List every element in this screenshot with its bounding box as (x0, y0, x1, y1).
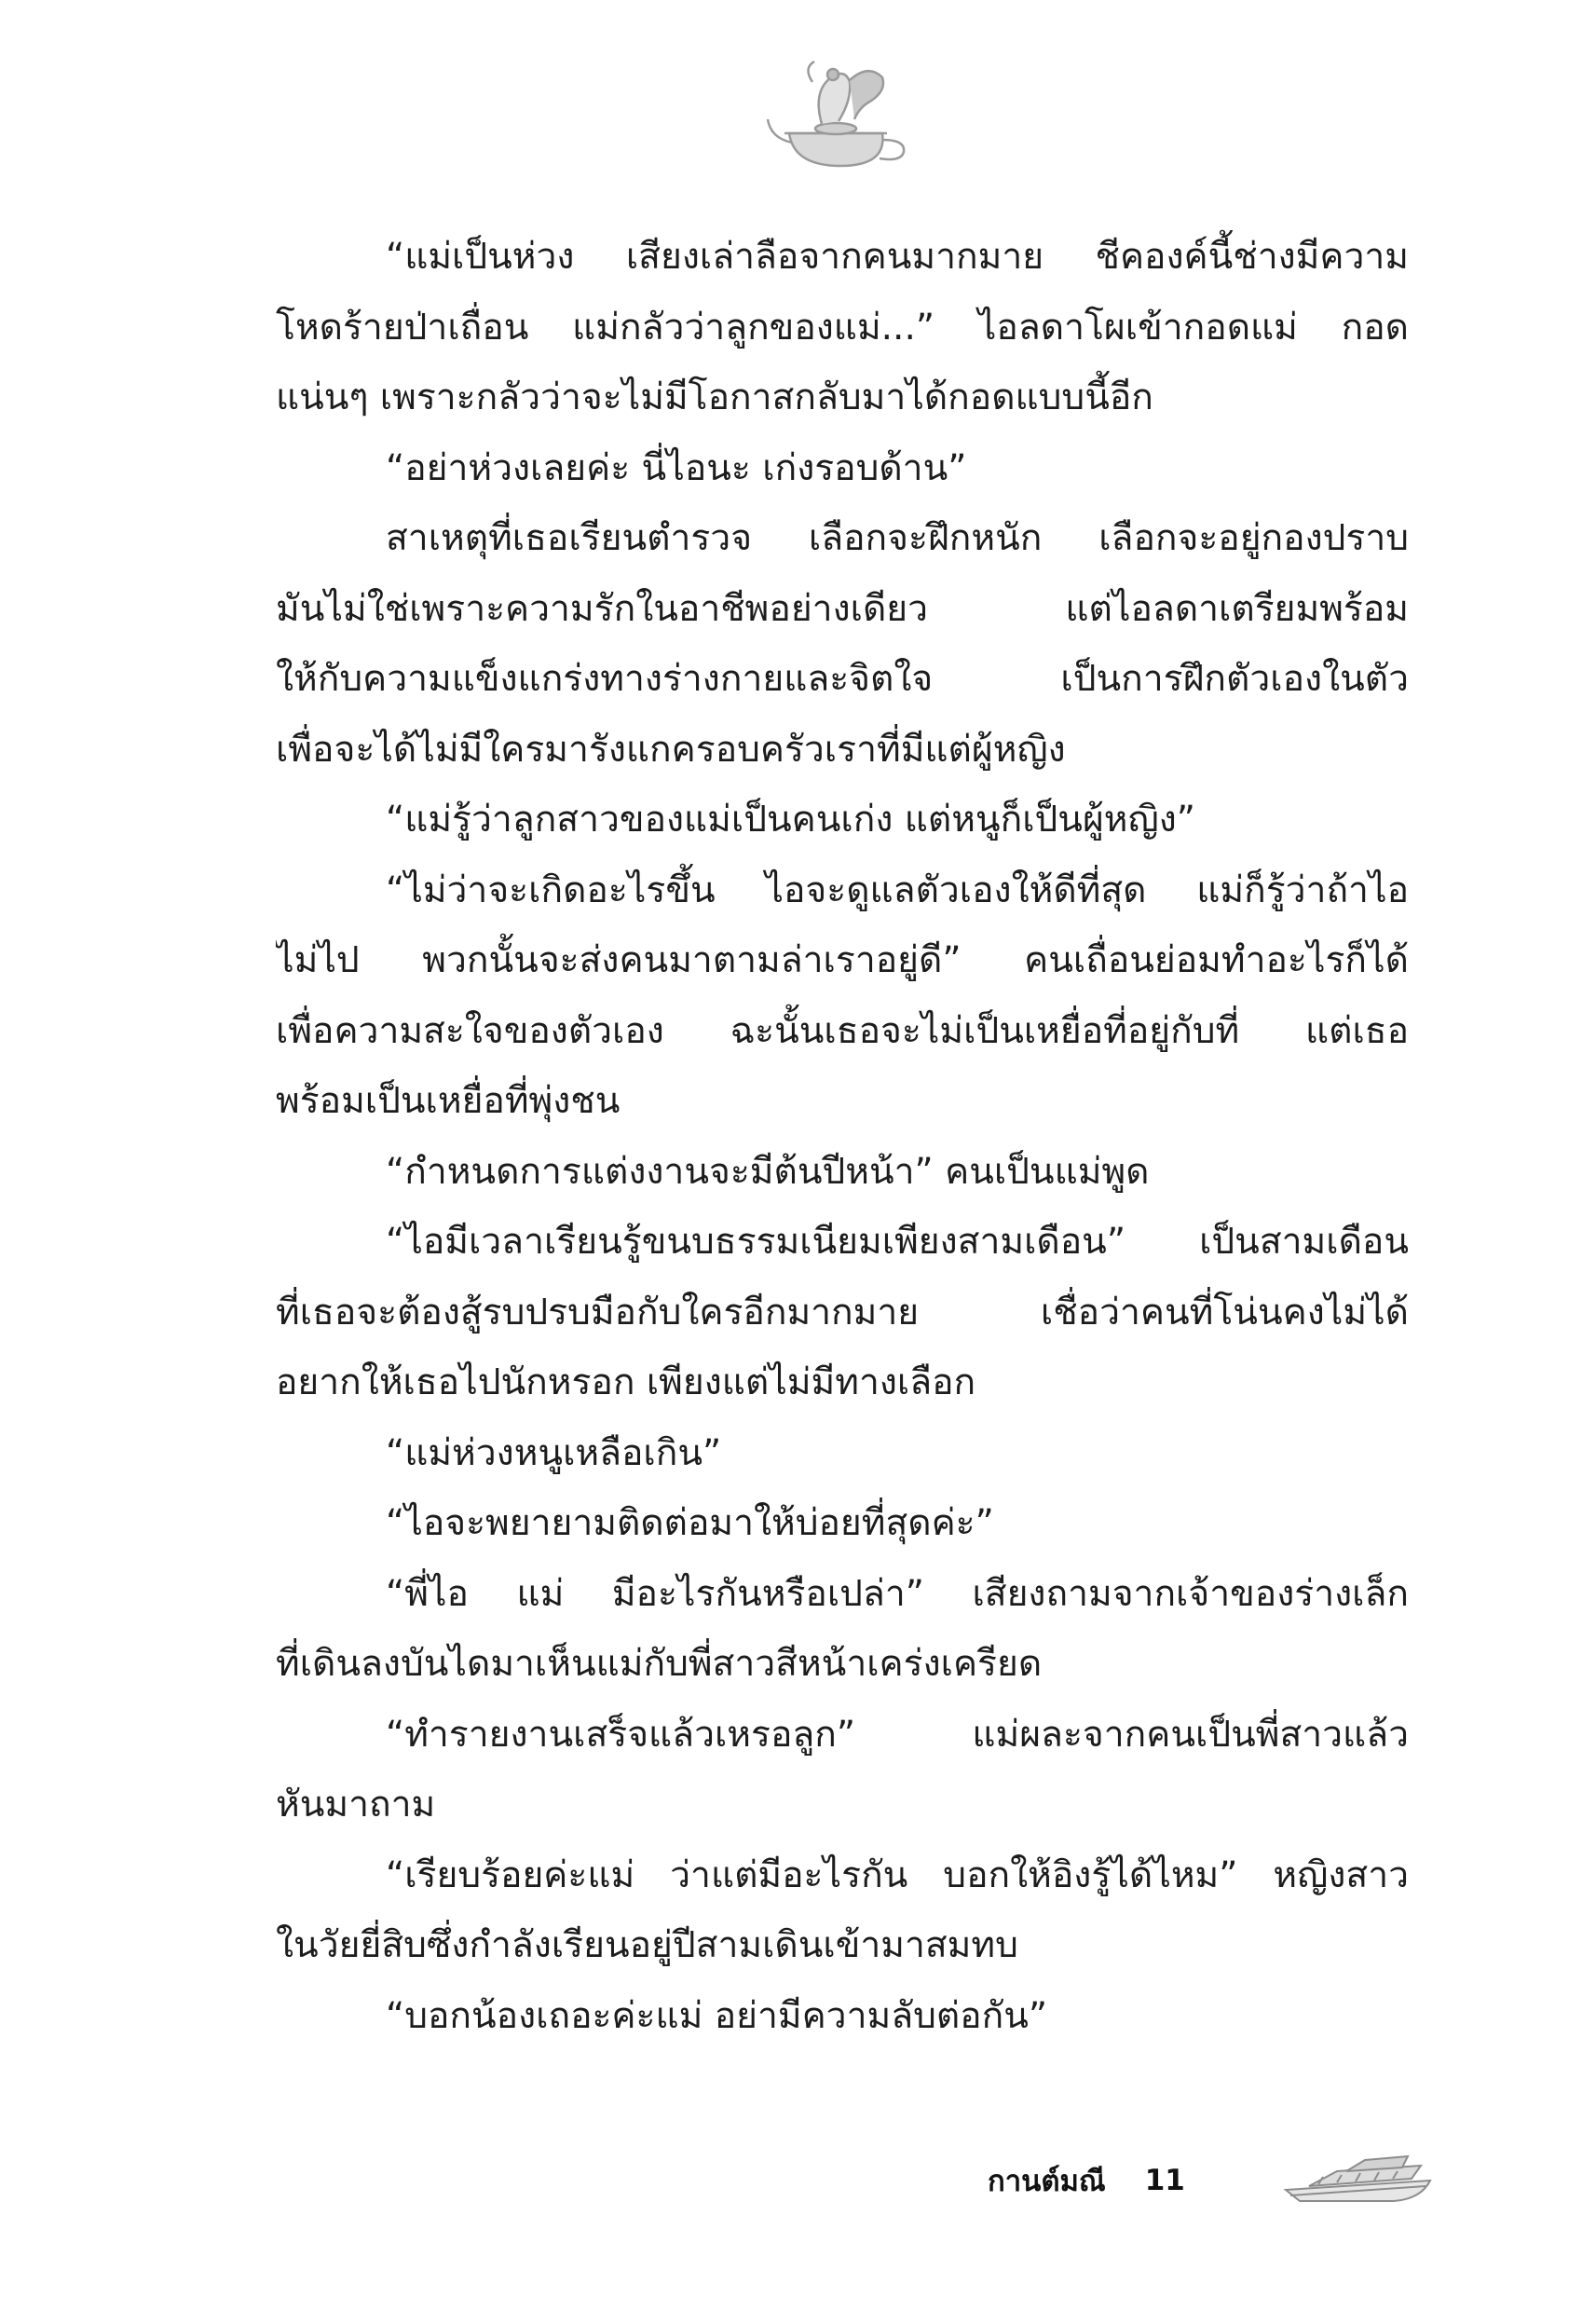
text-line: “กำหนดการแต่งงานจะมีต้นปีหน้า” คนเป็นแม่พูด (386, 1150, 1150, 1193)
text-line: “อย่าห่วงเลยค่ะ นี่ไอนะ เก่งรอบด้าน” (386, 446, 967, 489)
text-line: “ไม่ว่าจะเกิดอะไรขึ้น ไอจะดูแลตัวเองให้ดีที่สุด แม่ก็รู้ว่าถ้าไอ (386, 868, 1409, 911)
text-line: ไม่ไป พวกนั้นจะส่งคนมาตามล่าเราอยู่ดี” คนเถื่อนย่อมทำอะไรก็ได้ (276, 939, 1409, 981)
text-line: “ไอจะพยายามติดต่อมาให้บ่อยที่สุดค่ะ” (386, 1502, 994, 1544)
page-number: 11 (1144, 2164, 1185, 2197)
text-line: อยากให้เธอไปนักหรอก เพียงแต่ไม่มีทางเลือก (276, 1361, 976, 1403)
text-line: “แม่ห่วงหนูเหลือเกิน” (386, 1431, 722, 1474)
page-footer (988, 2153, 1185, 2208)
text-line: ให้กับความแข็งแกร่งทางร่างกายและจิตใจ เป็นการฝึกตัวเองในตัว (276, 658, 1409, 700)
text-line: พร้อมเป็นเหยื่อที่พุ่งชน (276, 1080, 621, 1122)
text-line: เพื่อความสะใจของตัวเอง ฉะนั้นเธอจะไม่เป็นเหยื่อที่อยู่กับที่ แต่เธอ (276, 1009, 1409, 1052)
teapot-emblem-icon (757, 54, 915, 175)
text-line: “พี่ไอ แม่ มีอะไรกันหรือเปล่า” เสียงถามจากเจ้าของร่างเล็ก (386, 1572, 1409, 1615)
text-line: ที่เธอจะต้องสู้รบปรบมือกับใครอีกมากมาย เชื่อว่าคนที่โน่นคงไม่ได้ (276, 1291, 1409, 1333)
text-line: “แม่เป็นห่วง เสียงเล่าลือจากคนมากมาย ชีคองค์นี้ช่างมีความ (386, 236, 1409, 278)
text-line: “ไอมีเวลาเรียนรู้ขนบธรรมเนียมเพียงสามเดือน” เป็นสามเดือน (386, 1221, 1409, 1263)
text-line: “เรียบร้อยค่ะแม่ ว่าแต่มีอะไรกัน บอกให้อิงรู้ได้ไหม” หญิงสาว (386, 1853, 1409, 1896)
text-line: โหดร้ายป่าเถื่อน แม่กลัวว่าลูกของแม่...” ไอลดาโผเข้ากอดแม่ กอด (276, 306, 1409, 349)
cruise-ship-icon (1281, 2143, 1439, 2208)
text-line: “บอกน้องเถอะค่ะแม่ อย่ามีความลับต่อกัน” (386, 1994, 1048, 2037)
text-line: “ทำรายงานเสร็จแล้วเหรอลูก” แม่ผละจากคนเป็นพี่สาวแล้ว (386, 1713, 1409, 1756)
text-line: ในวัยยี่สิบซึ่งกำลังเรียนอยู่ปีสามเดินเข้ามาสมทบ (276, 1924, 1018, 1966)
text-line: ที่เดินลงบันไดมาเห็นแม่กับพี่สาวสีหน้าเคร่งเครียด (276, 1643, 1043, 1685)
book-title: กานต์มณี (988, 2165, 1106, 2198)
text-line: แน่นๆ เพราะกลัวว่าจะไม่มีโอกาสกลับมาได้กอดแบบนี้อีก (276, 376, 1153, 418)
text-line: เพื่อจะได้ไม่มีใครมารังแกครอบครัวเราที่มีแต่ผู้หญิง (276, 728, 1066, 771)
text-line: มันไม่ใช่เพราะความรักในอาชีพอย่างเดียว แต่ไอลดาเตรียมพร้อม (276, 587, 1409, 630)
text-line: สาเหตุที่เธอเรียนตำรวจ เลือกจะฝึกหนัก เลือกจะอยู่กองปราบ (386, 517, 1409, 559)
body-text (276, 222, 1409, 2051)
text-line: หันมาถาม (276, 1784, 436, 1826)
text-line: “แม่รู้ว่าลูกสาวของแม่เป็นคนเก่ง แต่หนูก็เป็นผู้หญิง” (386, 799, 1195, 841)
